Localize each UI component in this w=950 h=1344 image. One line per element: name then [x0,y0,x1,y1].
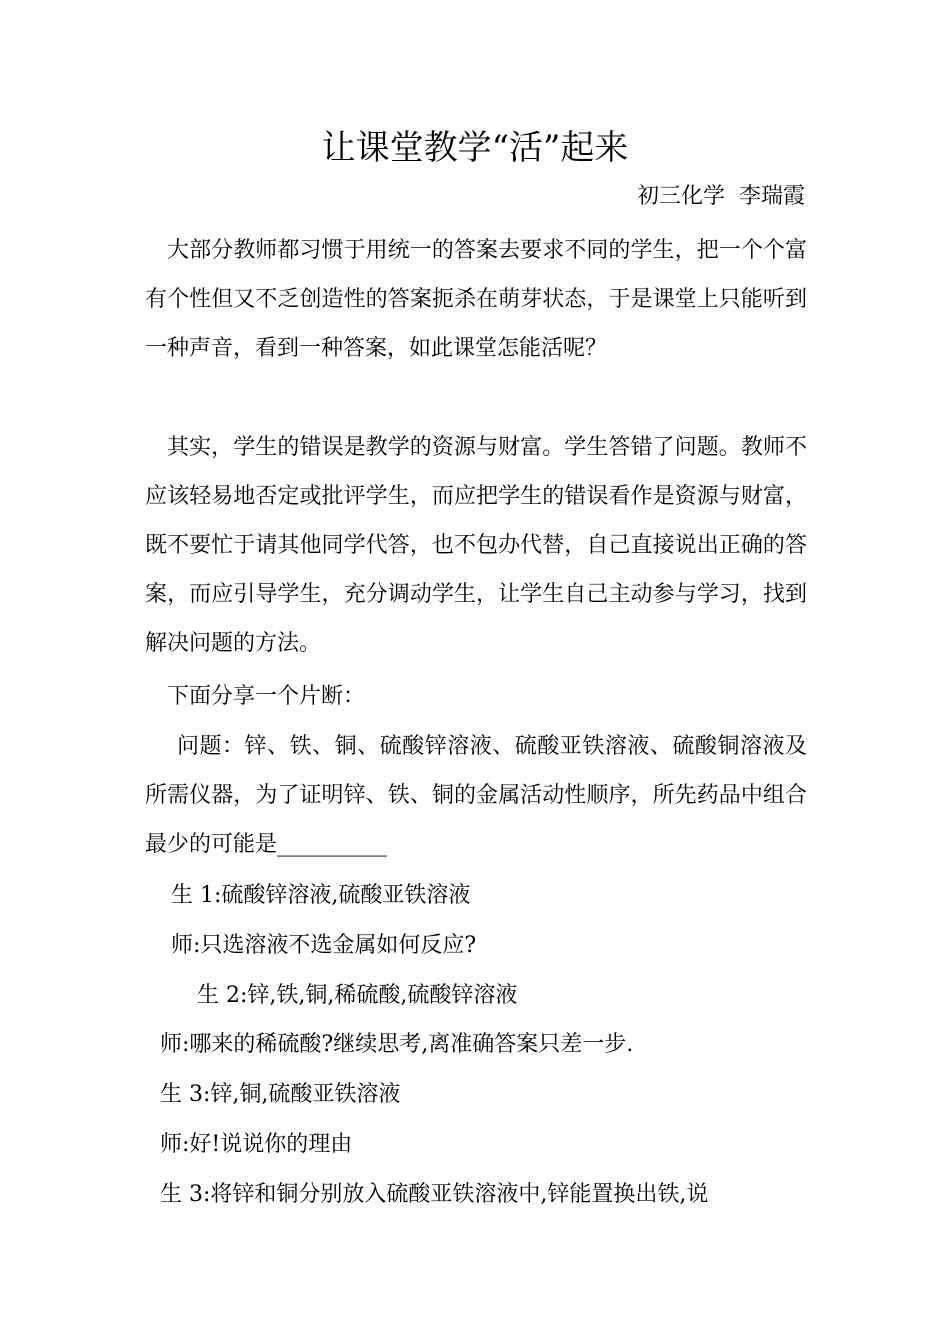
paragraph-3: 下面分享一个片断： [167,684,366,709]
dialogue-line: 生 3:将锌和铜分别放入硫酸亚铁溶液中,锌能置换出铁,说 [160,1182,709,1207]
dialogue-line: 生 3:锌,铜,硫酸亚铁溶液 [160,1082,401,1107]
dialogue-line: 师:好!说说你的理由 [160,1132,353,1157]
dialogue-line: 师:哪来的稀硫酸?继续思考,离准确答案只差一步. [160,1032,634,1057]
dialogue-line: 生 1:硫酸锌溶液,硫酸亚铁溶液 [171,883,471,908]
document-title: 让课堂教学“活”起来 [321,128,629,168]
paragraph-1: 大部分教师都习惯于用统一的答案去要求不同的学生，把一个个富有个性但又不乏创造性的答案扼杀在萌芽状态，于是课堂上只能听到一种声音，看到一种答案，如此课堂怎能活呢？ [145,238,807,361]
question-paragraph: 问题：锌、铁、铜、硫酸锌溶液、硫酸亚铁溶液、硫酸铜溶液及所需仪器，为了证明锌、铁、铜的金属活动性顺序，所先药品中组合最少的可能是__________ [145,734,807,857]
dialogue-line: 师:只选溶液不选金属如何反应? [171,933,477,958]
dialogue-line: 生 2:锌,铁,铜,稀硫酸,硫酸锌溶液 [197,983,518,1008]
paragraph-2: 其实，学生的错误是教学的资源与财富。学生答错了问题。教师不应该轻易地否定或批评学生，而应把学生的错误看作是资源与财富，既不要忙于请其他同学代答，也不包办代替，自己直接说出正确的答案，而应引导学生，充分调动学生，让学生自己主动参与学习，找到解决问题的方法。 [145,435,807,656]
author-line: 初三化学 李瑞霞 [637,184,805,209]
